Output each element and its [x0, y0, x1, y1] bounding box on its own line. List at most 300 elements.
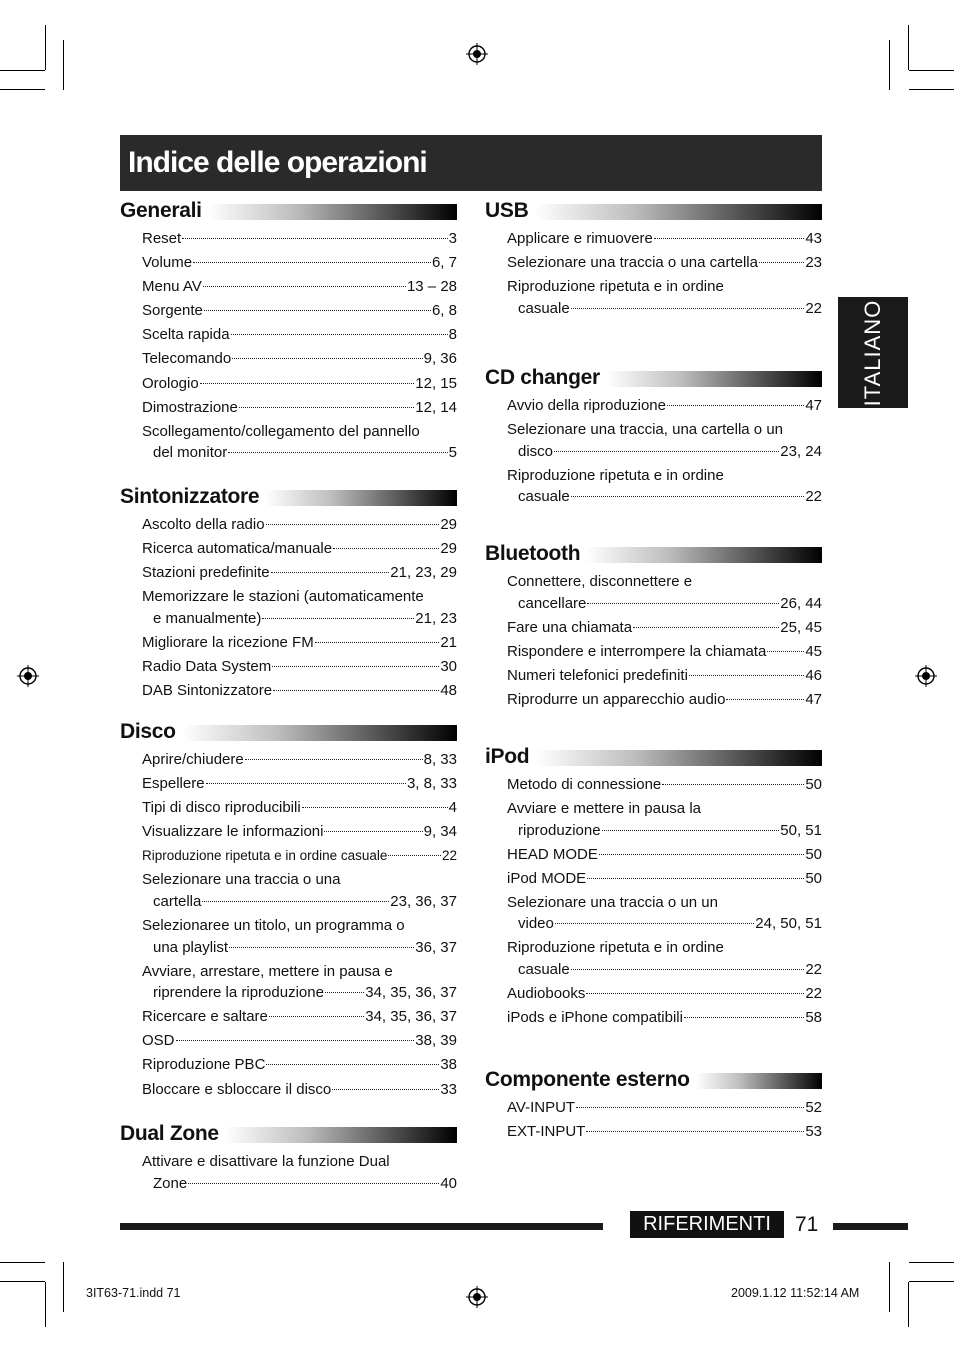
dot-leader: [273, 690, 439, 691]
dot-leader: [272, 666, 439, 667]
entry-line: [507, 689, 822, 711]
entry-label: riproduzione: [518, 821, 601, 839]
index-entry: [142, 324, 457, 348]
language-tab-label: ITALIANO: [860, 299, 885, 406]
entry-label: Zone: [153, 1174, 188, 1192]
entry-label: Avvio della riproduzione: [507, 397, 666, 414]
dot-leader: [689, 675, 804, 676]
entry-line: [507, 937, 822, 959]
dot-leader: [325, 992, 364, 993]
entry-pages: 30: [440, 657, 457, 675]
section-usb: [485, 198, 822, 322]
entry-label: Menu AV: [142, 278, 202, 296]
dot-leader: [324, 831, 422, 832]
entry-line: [142, 1079, 457, 1101]
entry-label: cancellare: [518, 594, 587, 612]
dot-leader: [587, 603, 779, 604]
entry-pages: 38: [440, 1056, 457, 1074]
index-entry: [142, 538, 457, 562]
footer-rule: [120, 1223, 603, 1230]
index-entry: [507, 774, 822, 798]
entry-label: Riproduzione ripetuta e in ordine: [507, 939, 724, 957]
index-entry: [507, 1121, 822, 1145]
entry-label: Selezionare una traccia o un un: [507, 893, 718, 911]
index-entry: [142, 773, 457, 797]
index-entry: [507, 983, 822, 1007]
entry-label: Connettere, disconnettere e: [507, 573, 693, 590]
entry-line: [142, 348, 457, 370]
entry-pages: 12, 15: [415, 374, 457, 392]
entry-label: Bloccare e sbloccare il disco: [142, 1080, 332, 1098]
index-entry: [142, 276, 457, 300]
dot-leader: [654, 238, 804, 239]
entry-line: [507, 228, 822, 250]
entry-pages: 38, 39: [415, 1032, 457, 1050]
entry-label: Espellere: [142, 775, 205, 793]
entry-label: Riproduzione ripetuta e in ordine: [507, 466, 724, 484]
entry-pages: 50: [805, 845, 822, 863]
index-entry: [142, 228, 457, 252]
entry-pages: 22: [441, 848, 457, 864]
entry-label: casuale: [518, 960, 570, 978]
entry-line: [142, 937, 457, 959]
crop-mark: [908, 1282, 909, 1327]
index-entry: [142, 749, 457, 773]
entry-pages: 50: [805, 869, 822, 887]
entry-pages: 6, 8: [431, 302, 457, 320]
dot-leader: [576, 1107, 804, 1108]
entry-line: [142, 891, 457, 913]
entry-label: disco: [518, 442, 554, 460]
entry-list: [120, 749, 457, 1103]
entry-line: [142, 586, 457, 608]
index-entry: [507, 641, 822, 665]
entry-label: Sorgente: [142, 302, 203, 320]
index-entry: [142, 300, 457, 324]
index-entry: [142, 680, 457, 704]
dot-leader: [571, 496, 805, 497]
index-entry: [507, 228, 822, 252]
entry-pages: 34, 35, 36, 37: [365, 984, 457, 1002]
section-gradient-bar: [606, 371, 822, 387]
section-disco: [120, 719, 457, 1103]
dot-leader: [229, 947, 414, 948]
index-entry: [142, 915, 457, 961]
entry-pages: 24, 50, 51: [755, 915, 822, 933]
entry-line: [142, 982, 457, 1004]
entry-label: Telecomando: [142, 350, 232, 368]
section-header: [485, 198, 822, 224]
index-entry: [142, 1006, 457, 1030]
section-header: [485, 1067, 822, 1093]
entry-line: [142, 324, 457, 346]
dot-leader: [266, 1064, 439, 1065]
entry-line: [142, 442, 457, 464]
entry-pages: 43: [805, 230, 822, 247]
index-entry: [142, 562, 457, 586]
entry-pages: 47: [805, 397, 822, 414]
slug-date: 2009.1.12 11:52:14 AM: [731, 1286, 860, 1300]
crop-mark: [0, 70, 45, 71]
entry-line: [507, 617, 822, 639]
index-entry: [507, 689, 822, 713]
entry-pages: 46: [805, 666, 822, 684]
section-header: [120, 719, 457, 745]
dot-leader: [602, 830, 780, 831]
index-entry: [142, 421, 457, 467]
index-entry: [507, 465, 822, 511]
entry-pages: 9, 34: [423, 823, 457, 841]
entry-pages: 50, 51: [780, 821, 822, 839]
index-entry: [142, 1030, 457, 1054]
entry-label: una playlist: [153, 938, 229, 956]
crop-mark: [909, 70, 954, 71]
entry-label: Volume: [142, 254, 193, 272]
entry-pages: 22: [805, 985, 822, 1003]
entry-line: [507, 641, 822, 663]
entry-line: [142, 1054, 457, 1076]
crop-mark: [909, 1262, 954, 1263]
section-header: [120, 484, 457, 510]
entry-pages: 13 – 28: [406, 278, 457, 296]
dot-leader: [586, 1131, 804, 1132]
entry-line: [507, 571, 822, 593]
entry-label: Riproduzione ripetuta e in ordine: [507, 278, 724, 296]
entry-line: [142, 1173, 457, 1195]
page-number: 71: [795, 1213, 819, 1236]
entry-pages: 23, 24: [780, 442, 822, 460]
entry-pages: 47: [805, 690, 822, 708]
entry-label: Selezionaree un titolo, un programma o: [142, 917, 405, 935]
dot-leader: [193, 262, 431, 263]
index-entry: [142, 821, 457, 845]
slug-file: 3IT63-71.indd 71: [86, 1286, 181, 1300]
entry-line: [507, 820, 822, 842]
entry-line: [507, 1007, 822, 1029]
dot-leader: [271, 572, 390, 573]
dot-leader: [554, 451, 779, 452]
entry-pages: 58: [805, 1009, 822, 1027]
index-entry: [507, 665, 822, 689]
crop-mark: [45, 25, 46, 70]
entry-pages: 48: [440, 682, 457, 700]
entry-label: AV-INPUT: [507, 1099, 576, 1116]
entry-pages: 23, 36, 37: [390, 892, 457, 910]
section-gradient-bar: [586, 547, 822, 563]
dot-leader: [204, 310, 431, 311]
section-bluetooth: [485, 541, 822, 713]
entry-line: [142, 373, 457, 395]
registration-mark-icon: [466, 43, 488, 65]
entry-label: Migliorare la ricezione FM: [142, 633, 314, 651]
section-title: Sintonizzatore: [120, 485, 260, 508]
entry-pages: 12, 14: [415, 398, 457, 416]
entry-pages: 22: [805, 299, 822, 317]
entry-label: Attivare e disattivare la funzione Dual: [142, 1153, 390, 1170]
entry-pages: 6, 7: [431, 254, 457, 272]
dot-leader: [239, 407, 414, 408]
index-entry: [507, 868, 822, 892]
crop-mark: [889, 40, 890, 90]
entry-line: [507, 665, 822, 687]
entry-pages: 22: [805, 960, 822, 978]
entry-list: [120, 514, 457, 704]
entry-label: Audiobooks: [507, 985, 586, 1003]
dot-leader: [188, 1183, 439, 1184]
entry-label: Dimostrazione: [142, 398, 238, 416]
entry-line: [507, 252, 822, 274]
entry-line: [142, 632, 457, 654]
entry-pages: 23: [805, 254, 822, 272]
entry-line: [507, 1121, 822, 1143]
entry-line: [142, 421, 457, 443]
entry-list: [120, 228, 457, 466]
entry-label: Radio Data System: [142, 657, 272, 675]
entry-label: Scelta rapida: [142, 326, 230, 344]
crop-mark: [63, 1262, 64, 1312]
index-entry: [142, 632, 457, 656]
entry-line: [142, 538, 457, 560]
entry-pages: 9, 36: [423, 350, 457, 368]
section-header: [485, 744, 822, 770]
crop-mark: [0, 1262, 45, 1263]
section-gradient-bar: [535, 750, 822, 766]
entry-line: [142, 276, 457, 298]
entry-label: Avviare, arrestare, mettere in pausa e: [142, 962, 393, 980]
entry-label: video: [518, 915, 554, 933]
entry-label: Visualizzare le informazioni: [142, 823, 324, 841]
dot-leader: [388, 855, 441, 856]
entry-line: [142, 252, 457, 274]
entry-pages: 34, 35, 36, 37: [365, 1008, 457, 1026]
entry-list: [485, 228, 822, 322]
entry-label: Reset: [142, 230, 182, 247]
entry-pages: 22: [805, 488, 822, 506]
index-entry: [507, 617, 822, 641]
section-gradient-bar: [265, 490, 457, 506]
dot-leader: [245, 759, 423, 760]
section-componente-esterno: [485, 1067, 822, 1145]
crop-mark: [889, 1262, 890, 1312]
entry-line: [142, 961, 457, 983]
entry-line: [142, 228, 457, 250]
index-entry: [507, 798, 822, 844]
index-entry: [142, 1151, 457, 1197]
registration-mark-icon: [17, 665, 39, 687]
entry-label: Ricerca automatica/manuale: [142, 540, 333, 558]
index-entry: [507, 276, 822, 322]
entry-label: Selezionare una traccia o una: [142, 871, 341, 889]
entry-line: [507, 298, 822, 320]
entry-list: [485, 571, 822, 713]
dot-leader: [206, 783, 406, 784]
crop-mark: [908, 25, 909, 70]
entry-pages: 21, 23: [415, 609, 457, 627]
entry-label: HEAD MODE: [507, 845, 598, 863]
page-title: Indice delle operazioni: [128, 146, 427, 179]
entry-label: Riprodurre un apparecchio audio: [507, 690, 726, 708]
entry-label: Avviare e mettere in pausa la: [507, 800, 701, 818]
entry-label: Aprire/chiudere: [142, 751, 244, 768]
entry-line: [142, 562, 457, 584]
entry-label: iPod MODE: [507, 869, 587, 887]
dot-leader: [662, 784, 804, 785]
dot-leader: [571, 308, 805, 309]
dot-leader: [586, 993, 804, 994]
registration-mark-icon: [915, 665, 937, 687]
entry-pages: 52: [805, 1099, 822, 1116]
dot-leader: [767, 651, 804, 652]
entry-line: [507, 276, 822, 298]
entry-pages: 36, 37: [415, 938, 457, 956]
dot-leader: [231, 334, 448, 335]
section-title: USB: [485, 199, 529, 222]
index-entry: [142, 797, 457, 821]
dot-leader: [203, 286, 406, 287]
index-entry: [142, 1079, 457, 1103]
entry-pages: 8: [448, 326, 457, 344]
dot-leader: [266, 524, 440, 525]
dot-leader: [667, 405, 804, 406]
index-entry: [142, 252, 457, 276]
dot-leader: [332, 1089, 439, 1090]
page-title-bar: [120, 135, 822, 191]
entry-label: Selezionare una traccia, una cartella o un: [507, 421, 784, 439]
section-ipod: [485, 744, 822, 1031]
section-sintonizzatore: [120, 484, 457, 704]
entry-label: casuale: [518, 299, 570, 317]
index-entry: [142, 656, 457, 680]
entry-line: [507, 395, 822, 417]
section-header: [485, 541, 822, 567]
index-entry: [142, 397, 457, 421]
footer-section-label: RIFERIMENTI: [630, 1211, 784, 1238]
dot-leader: [555, 923, 754, 924]
section-title: Bluetooth: [485, 542, 581, 565]
entry-line: [142, 397, 457, 419]
entry-line: [507, 844, 822, 866]
entry-label: EXT-INPUT: [507, 1123, 586, 1141]
entry-label: Fare una chiamata: [507, 618, 633, 636]
entry-label: Numeri telefonici predefiniti: [507, 666, 688, 684]
dot-leader: [633, 627, 779, 628]
entry-line: [507, 774, 822, 796]
index-entry: [507, 1007, 822, 1031]
entry-pages: 40: [440, 1174, 457, 1192]
dot-leader: [269, 1016, 364, 1017]
crop-mark: [0, 89, 45, 90]
crop-mark: [63, 40, 64, 90]
entry-label: Selezionare una traccia o una cartella: [507, 254, 758, 272]
index-entry: [142, 869, 457, 915]
entry-line: [507, 913, 822, 935]
entry-label: Ricercare e saltare: [142, 1008, 268, 1026]
entry-line: [142, 797, 457, 819]
entry-label: Metodo di connessione: [507, 776, 662, 793]
section-gradient-bar: [208, 204, 457, 220]
section-title: Disco: [120, 720, 176, 743]
entry-list: [485, 774, 822, 1031]
entry-line: [142, 656, 457, 678]
entry-pages: 26, 44: [780, 594, 822, 612]
index-entry: [142, 514, 457, 538]
dot-leader: [228, 452, 447, 453]
dot-leader: [333, 548, 439, 549]
dot-leader: [315, 642, 440, 643]
crop-mark: [909, 1281, 954, 1282]
footer-rule: [833, 1223, 908, 1230]
entry-line: [507, 486, 822, 508]
index-entry: [507, 419, 822, 465]
index-entry: [142, 586, 457, 632]
section-dual-zone: [120, 1121, 457, 1197]
index-entry: [142, 373, 457, 397]
index-entry: [507, 1097, 822, 1121]
entry-line: [142, 1151, 457, 1173]
index-entry: [507, 395, 822, 419]
entry-pages: 29: [440, 540, 457, 558]
entry-label: riprendere la riproduzione: [153, 984, 324, 1002]
section-gradient-bar: [225, 1127, 457, 1143]
entry-label: Ascolto della radio: [142, 516, 265, 533]
section-gradient-bar: [534, 204, 822, 220]
entry-label: casuale: [518, 488, 570, 506]
crop-mark: [0, 1281, 45, 1282]
dot-leader: [759, 262, 804, 263]
crop-mark: [909, 89, 954, 90]
entry-line: [142, 680, 457, 702]
index-entry: [142, 961, 457, 1007]
section-cd-changer: [485, 365, 822, 510]
entry-label: Tipi di disco riproducibili: [142, 799, 301, 817]
section-title: iPod: [485, 745, 530, 768]
crop-mark: [45, 1282, 46, 1327]
index-entry: [142, 348, 457, 372]
dot-leader: [587, 878, 804, 879]
section-title: CD changer: [485, 366, 600, 389]
index-entry: [507, 937, 822, 983]
section-title: Generali: [120, 199, 202, 222]
entry-label: Memorizzare le stazioni (automaticamente: [142, 588, 424, 606]
entry-pages: 21, 23, 29: [390, 564, 457, 582]
section-title: Componente esterno: [485, 1068, 690, 1091]
entry-label: DAB Sintonizzatore: [142, 682, 273, 700]
entry-line: [507, 465, 822, 487]
dot-leader: [684, 1017, 804, 1018]
entry-line: [507, 419, 822, 441]
entry-pages: 21: [440, 633, 457, 651]
dot-leader: [232, 358, 422, 359]
entry-pages: 33: [440, 1080, 457, 1098]
dot-leader: [599, 854, 804, 855]
index-entry: [507, 892, 822, 938]
entry-label: Rispondere e interrompere la chiamata: [507, 642, 767, 660]
dot-leader: [571, 969, 805, 970]
entry-line: [507, 798, 822, 820]
registration-mark-icon: [466, 1286, 488, 1308]
entry-label: Applicare e rimuovere: [507, 230, 653, 247]
entry-line: [507, 1097, 822, 1119]
dot-leader: [202, 901, 389, 902]
entry-line: [142, 749, 457, 771]
entry-label: Riproduzione ripetuta e in ordine casuale: [142, 848, 388, 864]
entry-line: [142, 773, 457, 795]
entry-pages: 45: [805, 642, 822, 660]
entry-line: [142, 845, 457, 867]
entry-pages: 8, 33: [423, 751, 457, 768]
entry-line: [142, 1006, 457, 1028]
entry-line: [507, 868, 822, 890]
